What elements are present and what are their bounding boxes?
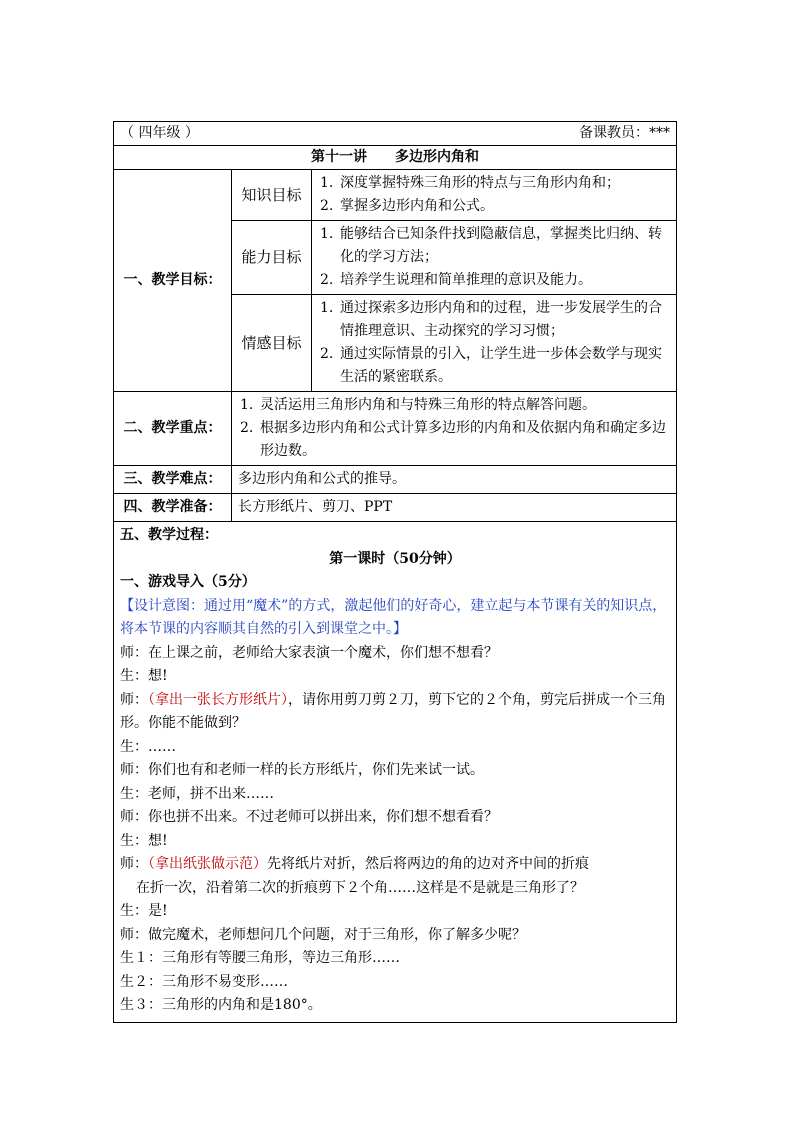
header-row xyxy=(114,122,677,146)
lecture-title: 第十一讲 多边形内角和 xyxy=(114,146,677,170)
list-item: 2. 通过实际情景的引入，让学生进一步体会数学与现实生活的紧密联系。 xyxy=(320,346,662,385)
ability-label: 能力目标 xyxy=(232,221,312,295)
lesson-plan-table xyxy=(113,121,677,1023)
dialogue-line: 师：（拿出一张长方形纸片），请你用剪刀剪２刀，剪下它的２个角，剪完后拼成一个三角形。你能不能做到？ xyxy=(120,691,666,731)
list-item: 2. 培养学生说理和简单推理的意识及能力。 xyxy=(320,272,592,288)
process-label: 五、教学过程： xyxy=(120,527,218,543)
dialogue-line: 师：做完魔术，老师想问几个问题，对于三角形，你了解多少呢？ xyxy=(120,926,526,943)
list-item: 2. 掌握多边形内角和公式。 xyxy=(320,198,494,214)
list-item: 1. 通过探索多边形内角和的过程，进一步发展学生的合情推理意识、主动探究的学习习惯； xyxy=(320,300,662,339)
section-title: 一、游戏导入（5分） xyxy=(120,574,256,590)
stage-direction: （拿出纸张做示范） xyxy=(148,856,267,872)
emotion-label: 情感目标 xyxy=(232,295,312,392)
ability-items xyxy=(312,221,677,295)
preparation-label: 四、教学准备： xyxy=(114,494,232,522)
list-item: 1. 深度掌握特殊三角形的特点与三角形内角和； xyxy=(320,175,620,191)
list-item: 1. 能够结合已知条件找到隐蔽信息，掌握类比归纳、转化的学习方法； xyxy=(320,226,662,265)
dialogue-line: 生：想! xyxy=(120,668,168,684)
dialogue-line: 生１：三角形有等腰三角形，等边三角形…… xyxy=(120,950,400,966)
dialogue-line: 生２：三角形不易变形…… xyxy=(120,973,288,990)
dialogue-line: 师：你们也有和老师一样的长方形纸片，你们先来试一试。 xyxy=(120,762,484,778)
lesson-title: 第一课时（50分钟） xyxy=(329,550,461,567)
process-cell xyxy=(114,522,677,1023)
dialogue-line: 师：（拿出纸张做示范）先将纸片对折，然后将两边的角的边对齐中间的折痕 xyxy=(120,856,589,872)
design-intent: 【设计意图：通过用“魔术”的方式，激起他们的好奇心，建立起与本节课有关的知识点，将本节课的内容顺其自然的引入到课堂之中。】 xyxy=(120,597,667,637)
emotion-items xyxy=(312,295,677,392)
key-points-label: 二、教学重点： xyxy=(114,392,232,466)
lesson-plan-page xyxy=(113,121,676,1023)
dialogue-line: 师：你也拼不出来。不过老师可以拼出来，你们想不想看看？ xyxy=(120,809,498,825)
knowledge-label: 知识目标 xyxy=(232,170,312,221)
preparation-row xyxy=(114,494,677,522)
stage-direction: （拿出一张长方形纸片） xyxy=(148,691,288,708)
dialogue-line: 生：是! xyxy=(120,903,168,919)
dialogue-line: 师：在上课之前，老师给大家表演一个魔术，你们想不想看？ xyxy=(120,644,498,661)
difficulties-label: 三、教学难点： xyxy=(114,466,232,494)
list-item: 1. 灵活运用三角形内角和与特殊三角形的特点解答问题。 xyxy=(240,397,596,413)
difficulties-row xyxy=(114,466,677,494)
knowledge-items xyxy=(312,170,677,221)
dialogue-line: 生３：三角形的内角和是180°。 xyxy=(120,997,322,1013)
title-row xyxy=(114,146,677,170)
key-points-row xyxy=(114,392,677,466)
grade-label: （ 四年级 ） xyxy=(120,125,199,141)
process-row xyxy=(114,522,677,1023)
list-item: 2. 根据多边形内角和公式计算多边形的内角和及依据内角和确定多边形边数。 xyxy=(240,420,666,459)
dialogue-line: 生：想! xyxy=(120,832,168,849)
objectives-label: 一、教学目标： xyxy=(114,170,232,392)
preparation-text: 长方形纸片、剪刀、PPT xyxy=(232,494,677,522)
objective-knowledge-row xyxy=(114,170,677,221)
dialogue-line: 生：…… xyxy=(120,738,176,755)
dialogue-line: 在折一次，沿着第二次的折痕剪下２个角……这样是不是就是三角形了？ xyxy=(136,879,584,896)
key-points-items xyxy=(232,392,677,466)
dialogue-line: 生：老师，拼不出来…… xyxy=(120,785,274,802)
teacher-label: 备课教员：*** xyxy=(579,125,670,141)
difficulties-text: 多边形内角和公式的推导。 xyxy=(232,466,677,494)
